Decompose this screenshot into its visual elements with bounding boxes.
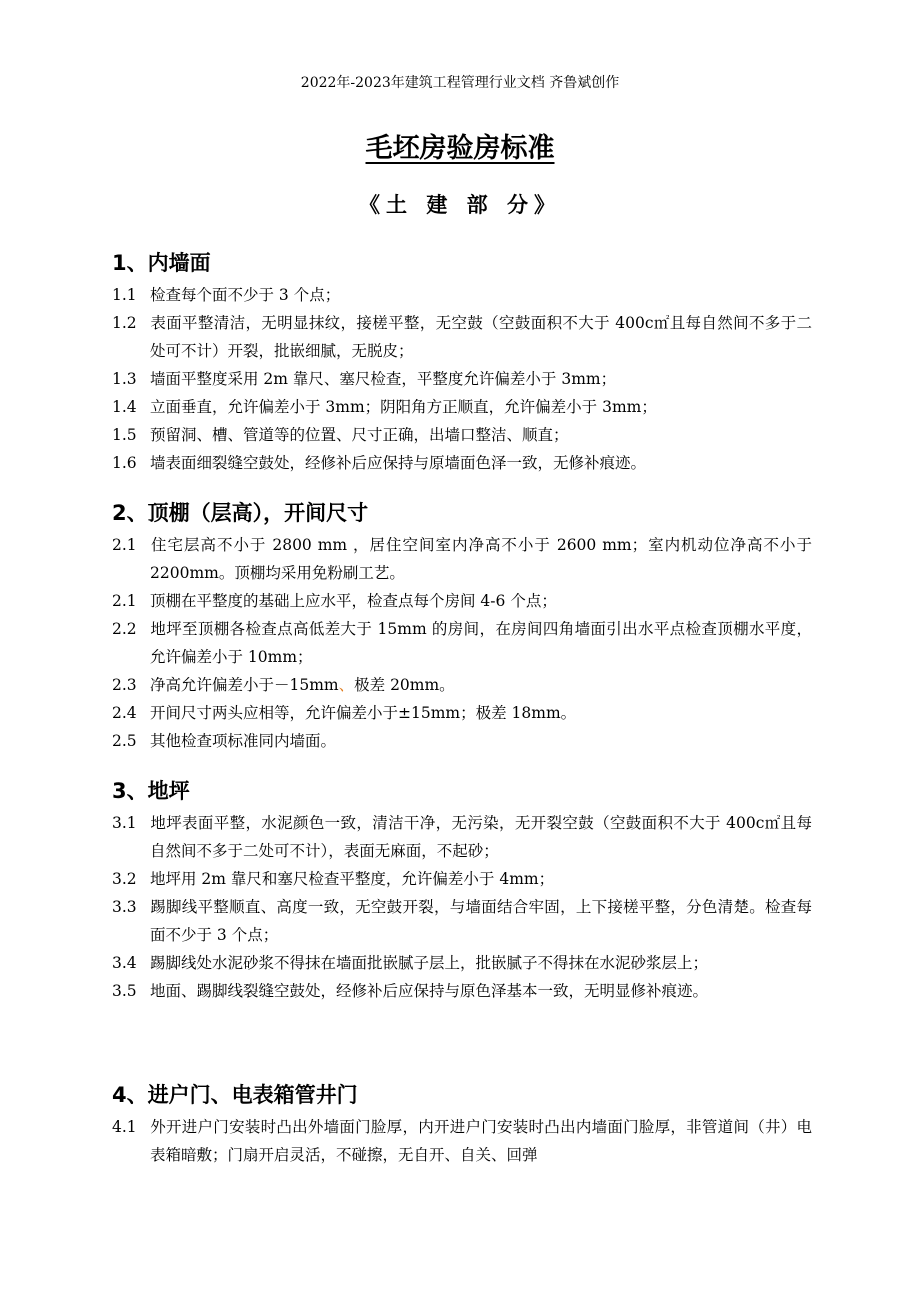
list-item — [112, 671, 812, 699]
item-text: 外开进户门安装时凸出外墙面门脸厚，内开进户门安装时凸出内墙面门脸厚，非管道间（井）电表箱暗敷；门扇开启灵活，不碰擦，无自开、自关、回弹 — [150, 1118, 812, 1164]
item-number: 2.1 — [112, 536, 137, 554]
item-number: 2.1 — [112, 592, 137, 610]
item-text: 地坪至顶棚各检查点高低差大于 15mm 的房间，在房间四角墙面引出水平点检查顶棚水平度，允许偏差小于 10mm； — [150, 620, 812, 666]
item-text: 住宅层高不小于 2800 mm ，居住空间室内净高不小于 2600 mm；室内机动位净高不小于 2200mm。顶棚均采用免粉刷工艺。 — [150, 536, 812, 582]
list-item — [112, 449, 812, 477]
section-ceiling — [112, 498, 812, 755]
item-text: 地坪表面平整，水泥颜色一致，清洁干净，无污染，无开裂空鼓（空鼓面积不大于 400c㎡且每自然间不多于二处可不计），表面无麻面，不起砂； — [150, 814, 812, 860]
list-item — [112, 727, 812, 755]
section-entry-door — [112, 1080, 812, 1169]
item-number: 2.4 — [112, 704, 137, 722]
list-item — [112, 615, 812, 671]
item-text: 立面垂直，允许偏差小于 3mm；阴阳角方正顺直，允许偏差小于 3mm； — [150, 398, 657, 416]
list-item — [112, 281, 812, 309]
item-number: 2.3 — [112, 676, 137, 694]
item-number: 1.6 — [112, 454, 137, 472]
document-subtitle: 《土 建 部 分》 — [359, 192, 561, 217]
list-item — [112, 393, 812, 421]
highlighted-separator: 、 — [338, 676, 355, 694]
item-number: 1.2 — [112, 314, 137, 332]
item-number: 1.1 — [112, 286, 137, 304]
item-number: 3.3 — [112, 898, 137, 916]
document-title — [0, 132, 920, 166]
list-item — [112, 809, 812, 865]
list-item — [112, 949, 812, 977]
list-item — [112, 699, 812, 727]
list-item — [112, 309, 812, 365]
list-item — [112, 977, 812, 1005]
item-number: 1.5 — [112, 426, 137, 444]
list-item — [112, 587, 812, 615]
section-interior-walls — [112, 248, 812, 477]
list-item — [112, 531, 812, 587]
item-text: 检查每个面不少于 3 个点； — [150, 286, 341, 304]
item-text: 墙面平整度采用 2m 靠尺、塞尺检查，平整度允许偏差小于 3mm； — [150, 370, 617, 388]
item-text: 墙表面细裂缝空鼓处，经修补后应保持与原墙面色泽一致，无修补痕迹。 — [150, 454, 647, 472]
item-number: 4.1 — [112, 1118, 137, 1136]
item-text: 踢脚线平整顺直、高度一致，无空鼓开裂，与墙面结合牢固，上下接槎平整，分色清楚。检查每面不少于 3 个点； — [150, 898, 812, 944]
document-title-text: 毛坯房验房标准 — [365, 133, 555, 164]
item-number: 2.2 — [112, 620, 137, 638]
list-item — [112, 1113, 812, 1169]
item-text: 表面平整清洁，无明显抹纹，接槎平整，无空鼓（空鼓面积不大于 400c㎡且每自然间不多于二处可不计）开裂，批嵌细腻，无脱皮； — [150, 314, 812, 360]
item-number: 3.5 — [112, 982, 137, 1000]
item-number: 3.1 — [112, 814, 137, 832]
list-item — [112, 865, 812, 893]
section-title: 2、顶棚（层高），开间尺寸 — [112, 501, 369, 525]
item-text: 预留洞、槽、管道等的位置、尺寸正确，出墙口整洁、顺直； — [150, 426, 569, 444]
item-text: 极差 20mm。 — [354, 676, 455, 694]
item-text: 净高允许偏差小于－15mm — [150, 676, 339, 694]
list-item — [112, 893, 812, 949]
section-title: 4、进户门、电表箱管井门 — [112, 1083, 358, 1107]
item-number: 3.2 — [112, 870, 137, 888]
item-text: 地面、踢脚线裂缝空鼓处，经修补后应保持与原色泽基本一致，无明显修补痕迹。 — [150, 982, 709, 1000]
item-text: 其他检查项标准同内墙面。 — [150, 732, 337, 750]
list-item — [112, 421, 812, 449]
section-title: 1、内墙面 — [112, 251, 211, 275]
item-text: 开间尺寸两头应相等，允许偏差小于±15mm；极差 18mm。 — [150, 704, 577, 722]
item-number: 1.4 — [112, 398, 137, 416]
section-floor — [112, 776, 812, 1005]
item-text: 地坪用 2m 靠尺和塞尺检查平整度，允许偏差小于 4mm； — [150, 870, 555, 888]
item-number: 3.4 — [112, 954, 137, 972]
item-number: 2.5 — [112, 732, 137, 750]
section-title: 3、地坪 — [112, 779, 190, 803]
item-number: 1.3 — [112, 370, 137, 388]
list-item — [112, 365, 812, 393]
page-header: 2022年-2023年建筑工程管理行业文档 齐鲁斌创作 — [300, 75, 620, 91]
item-text: 顶棚在平整度的基础上应水平，检查点每个房间 4-6 个点； — [150, 592, 557, 610]
item-text: 踢脚线处水泥砂浆不得抹在墙面批嵌腻子层上，批嵌腻子不得抹在水泥砂浆层上； — [150, 954, 709, 972]
